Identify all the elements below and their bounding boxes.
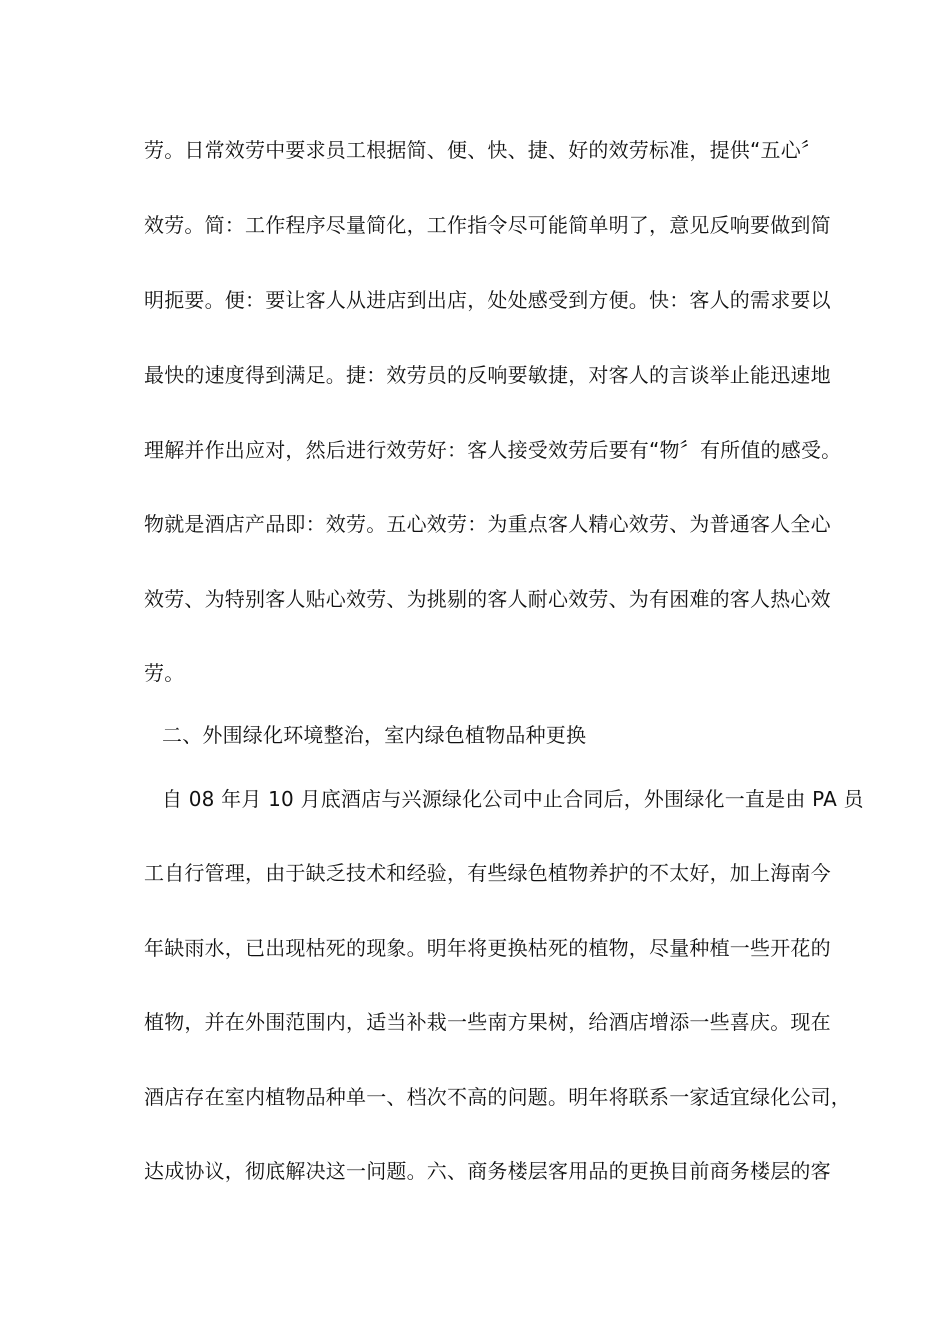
- paragraph-line: 效劳。简：工作程序尽量简化，工作指令尽可能简单明了，意见反响要做到简: [144, 213, 831, 237]
- paragraph-line: 工自行管理，由于缺乏技术和经验，有些绿色植物养护的不太好，加上海南今: [144, 861, 831, 885]
- paragraph-line: 效劳、为特别客人贴心效劳、为挑剔的客人耐心效劳、为有困难的客人热心效: [144, 587, 831, 611]
- paragraph-line: 劳。日常效劳中要求员工根据简、便、快、捷、好的效劳标准，提供“五心〞: [144, 138, 822, 162]
- paragraph-line: 达成协议，彻底解决这一问题。六、商务楼层客用品的更换目前商务楼层的客: [144, 1159, 831, 1183]
- paragraph-line: 理解并作出应对，然后进行效劳好：客人接受效劳后要有“物〞有所值的感受。: [144, 438, 842, 462]
- paragraph-line: 年缺雨水，已出现枯死的现象。明年将更换枯死的植物，尽量种植一些开花的: [144, 936, 831, 960]
- paragraph-line: 酒店存在室内植物品种单一、档次不高的问题。明年将联系一家适宜绿化公司，: [144, 1085, 851, 1109]
- paragraph-line: 劳。: [144, 661, 185, 685]
- paragraph-line: 最快的速度得到满足。捷：效劳员的反响要敏捷，对客人的言谈举止能迅速地: [144, 363, 831, 387]
- section-heading: 二、外围绿化环境整治，室内绿色植物品种更换: [162, 723, 587, 747]
- paragraph-line: 物就是酒店产品即：效劳。五心效劳：为重点客人精心效劳、为普通客人全心: [144, 512, 831, 536]
- paragraph-line: 明扼要。便：要让客人从进店到出店，处处感受到方便。快：客人的需求要以: [144, 288, 831, 312]
- paragraph-line: 植物，并在外围范围内，适当补栽一些南方果树，给酒店增添一些喜庆。现在: [144, 1010, 831, 1034]
- paragraph-line: 自 08 年月 10 月底酒店与兴源绿化公司中止合同后，外围绿化一直是由 PA 员: [162, 787, 864, 811]
